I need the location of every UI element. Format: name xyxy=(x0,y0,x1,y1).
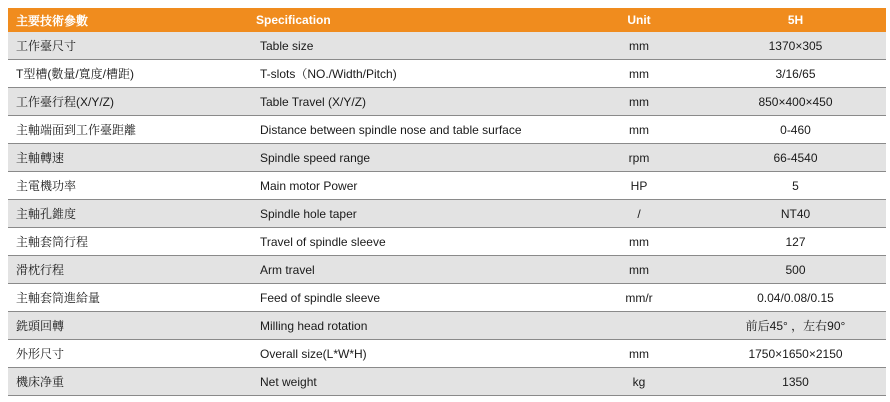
cell-parameter-cn: 主軸端面到工作臺距離 xyxy=(8,116,248,144)
cell-unit: mm xyxy=(573,116,705,144)
cell-parameter-cn: 主軸孔錐度 xyxy=(8,200,248,228)
header-spec: Specification xyxy=(248,8,573,32)
table-row xyxy=(8,340,886,368)
cell-value: 127 xyxy=(705,228,886,256)
table-row xyxy=(8,60,886,88)
table-row xyxy=(8,228,886,256)
cell-unit: mm xyxy=(573,88,705,116)
cell-value: 1350 xyxy=(705,368,886,396)
cell-value: 850×400×450 xyxy=(705,88,886,116)
cell-value: 3/16/65 xyxy=(705,60,886,88)
cell-value: 5 xyxy=(705,172,886,200)
cell-unit: / xyxy=(573,200,705,228)
cell-specification: Feed of spindle sleeve xyxy=(248,284,573,312)
table-row xyxy=(8,312,886,340)
cell-parameter-cn: T型槽(數量/寬度/槽距) xyxy=(8,60,248,88)
header-row xyxy=(8,8,886,32)
cell-specification: Distance between spindle nose and table surface xyxy=(248,116,573,144)
cell-parameter-cn: 主電機功率 xyxy=(8,172,248,200)
cell-parameter-cn: 滑枕行程 xyxy=(8,256,248,284)
cell-unit: mm xyxy=(573,256,705,284)
cell-specification: T-slots（NO./Width/Pitch) xyxy=(248,60,573,88)
table-row xyxy=(8,200,886,228)
table-row xyxy=(8,368,886,396)
cell-specification: Milling head rotation xyxy=(248,312,573,340)
cell-unit: mm/r xyxy=(573,284,705,312)
cell-unit: mm xyxy=(573,340,705,368)
cell-value: 0-460 xyxy=(705,116,886,144)
cell-value: 0.04/0.08/0.15 xyxy=(705,284,886,312)
table-body xyxy=(8,32,886,396)
cell-unit xyxy=(573,312,705,340)
cell-parameter-cn: 主軸套筒進給量 xyxy=(8,284,248,312)
table-row xyxy=(8,32,886,60)
cell-specification: Overall size(L*W*H) xyxy=(248,340,573,368)
cell-parameter-cn: 主軸套筒行程 xyxy=(8,228,248,256)
header-model: 5H xyxy=(705,8,886,32)
cell-value: 66-4540 xyxy=(705,144,886,172)
cell-specification: Arm travel xyxy=(248,256,573,284)
cell-specification: Spindle hole taper xyxy=(248,200,573,228)
table-row xyxy=(8,256,886,284)
cell-unit: mm xyxy=(573,228,705,256)
cell-unit: rpm xyxy=(573,144,705,172)
cell-value: 前后45° ，左右90° xyxy=(705,312,886,340)
header-param: 主要技術參數 xyxy=(8,8,248,32)
cell-specification: Net weight xyxy=(248,368,573,396)
cell-unit: mm xyxy=(573,60,705,88)
table-row xyxy=(8,172,886,200)
cell-value: 500 xyxy=(705,256,886,284)
cell-specification: Travel of spindle sleeve xyxy=(248,228,573,256)
cell-value: NT40 xyxy=(705,200,886,228)
cell-value: 1750×1650×2150 xyxy=(705,340,886,368)
header-unit: Unit xyxy=(573,8,705,32)
cell-value: 1370×305 xyxy=(705,32,886,60)
spec-table xyxy=(8,8,886,396)
cell-parameter-cn: 銑頭回轉 xyxy=(8,312,248,340)
table-row xyxy=(8,284,886,312)
table-header xyxy=(8,8,886,32)
cell-specification: Table size xyxy=(248,32,573,60)
cell-parameter-cn: 工作臺尺寸 xyxy=(8,32,248,60)
cell-parameter-cn: 主軸轉速 xyxy=(8,144,248,172)
cell-parameter-cn: 機床净重 xyxy=(8,368,248,396)
cell-specification: Table Travel (X/Y/Z) xyxy=(248,88,573,116)
cell-parameter-cn: 工作臺行程(X/Y/Z) xyxy=(8,88,248,116)
cell-unit: HP xyxy=(573,172,705,200)
cell-specification: Main motor Power xyxy=(248,172,573,200)
table-row xyxy=(8,116,886,144)
cell-unit: kg xyxy=(573,368,705,396)
table-row xyxy=(8,88,886,116)
cell-specification: Spindle speed range xyxy=(248,144,573,172)
cell-unit: mm xyxy=(573,32,705,60)
cell-parameter-cn: 外形尺寸 xyxy=(8,340,248,368)
table-row xyxy=(8,144,886,172)
